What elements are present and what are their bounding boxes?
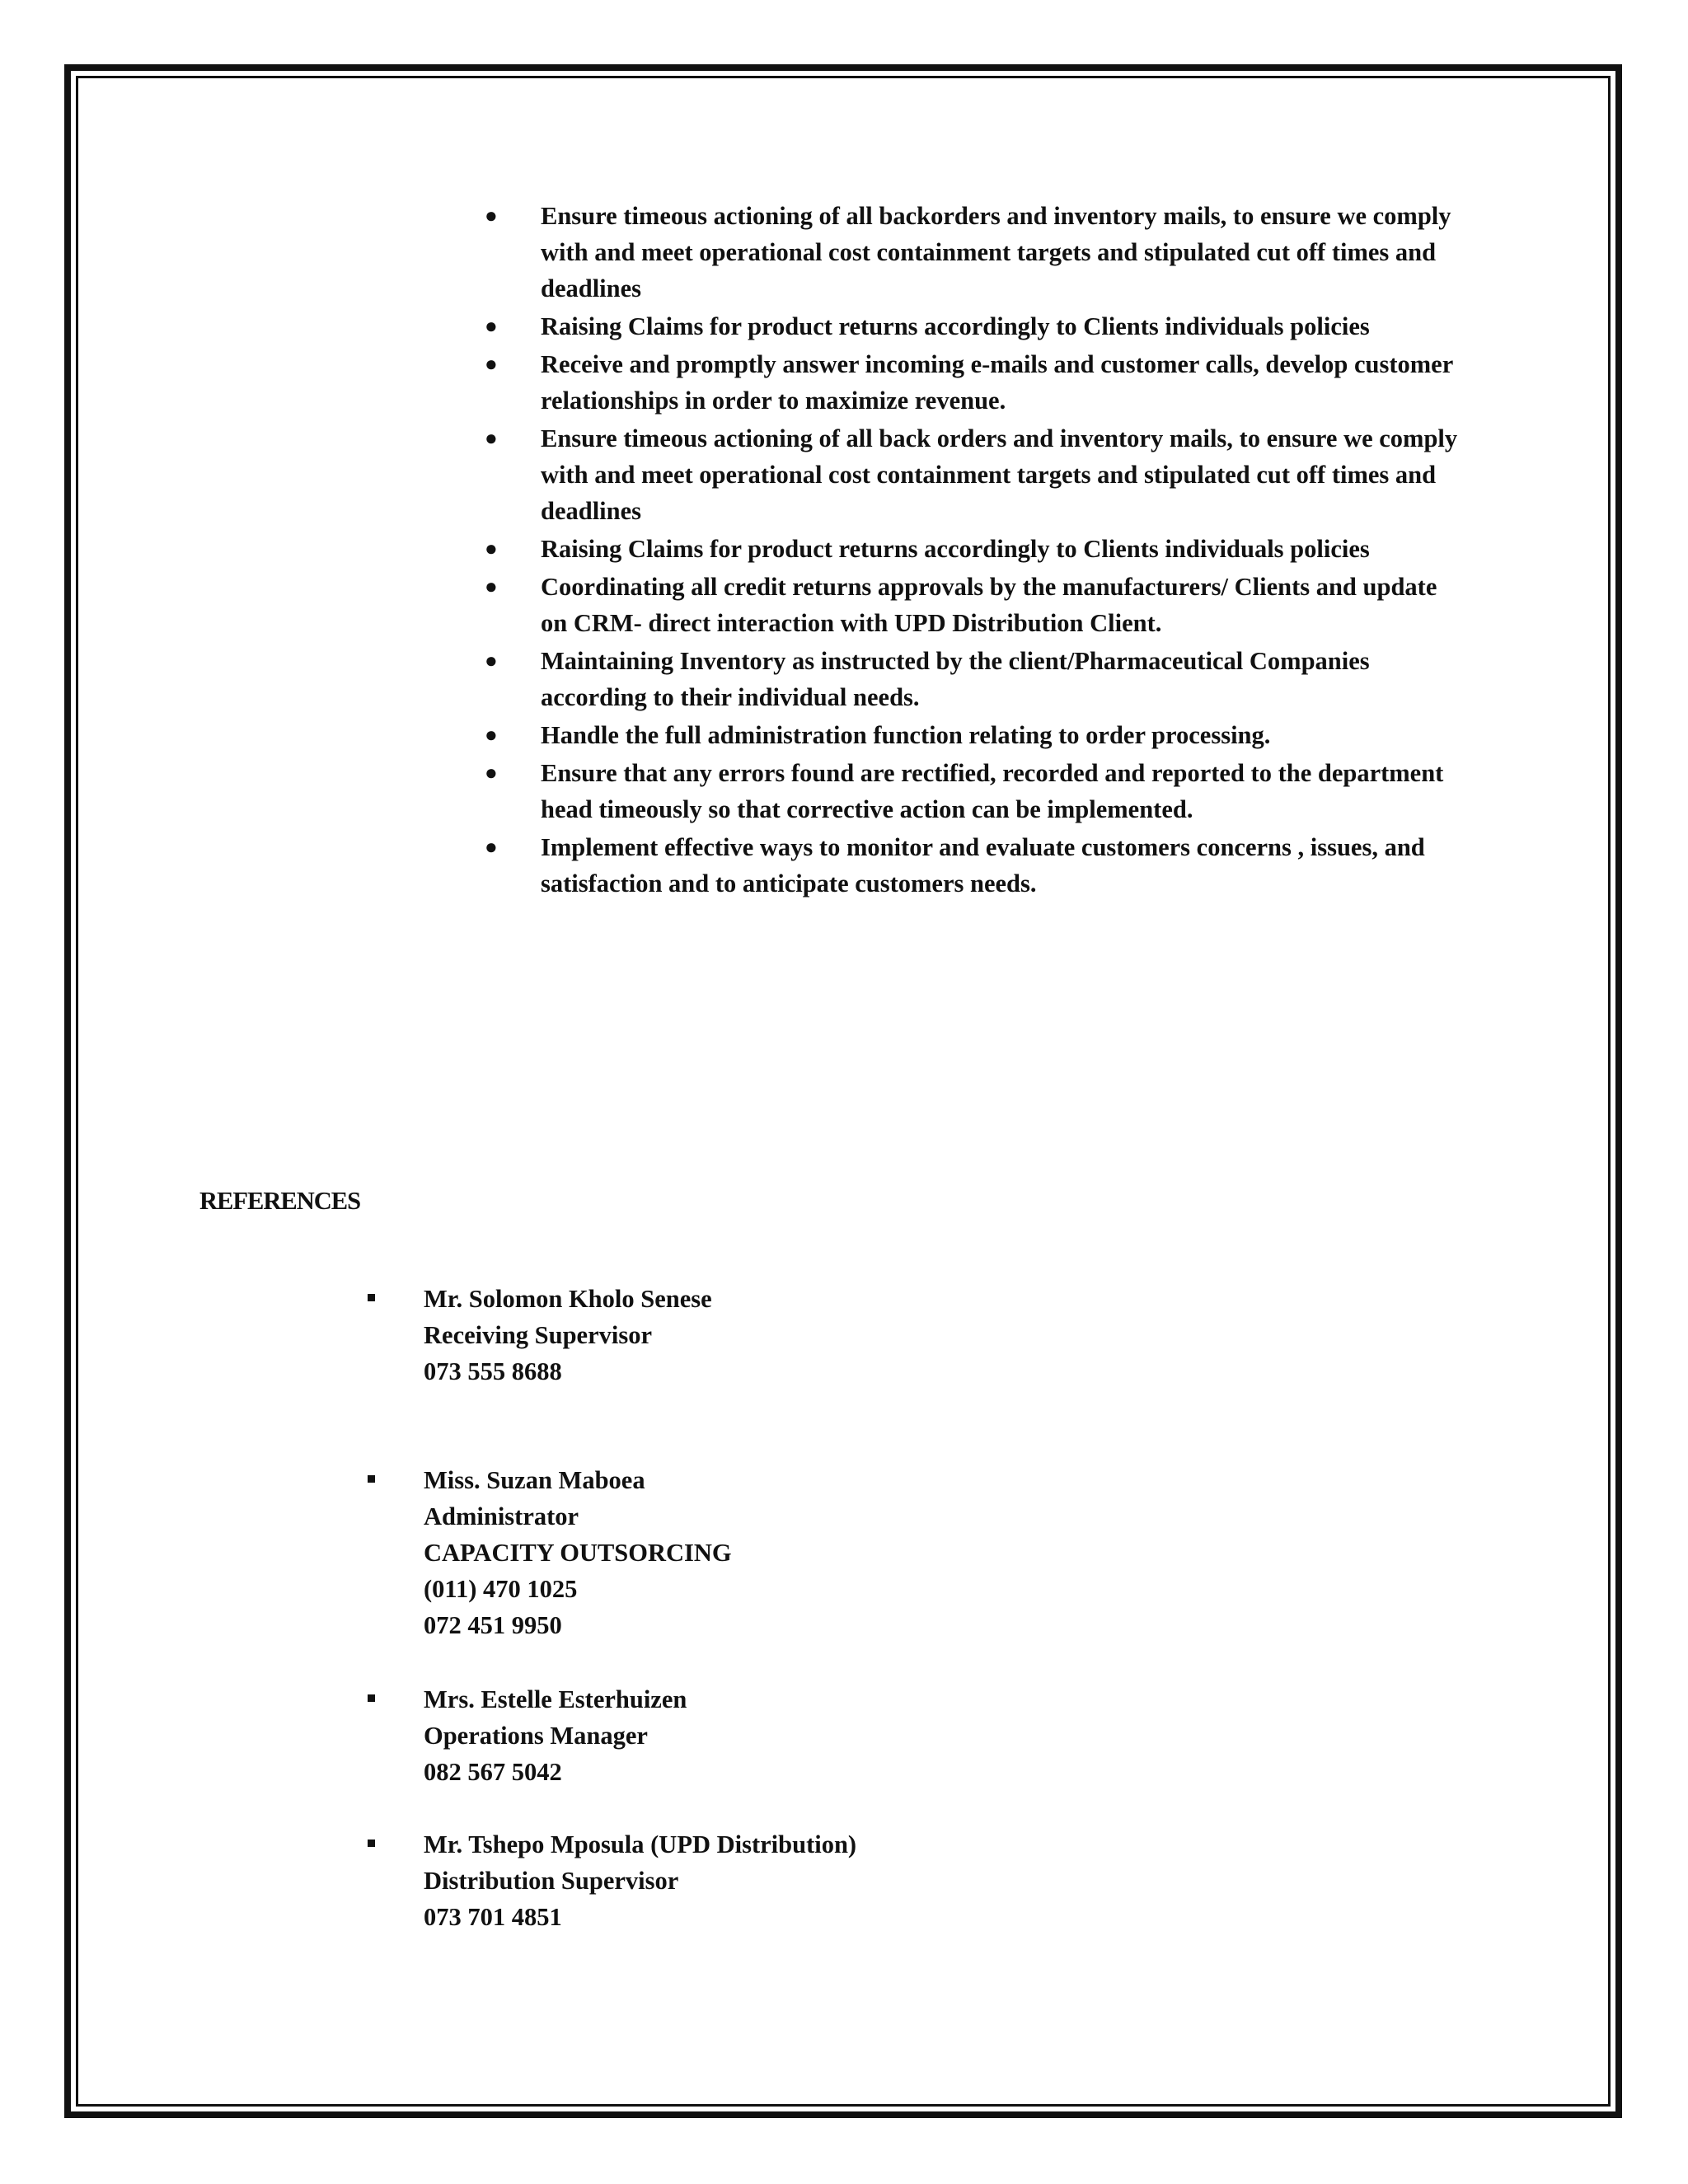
reference-name: Mrs. Estelle Esterhuizen <box>424 1685 687 1713</box>
duties-list <box>480 198 1469 903</box>
reference-phone: 073 555 8688 <box>424 1357 562 1385</box>
bullet-icon: ● <box>485 537 498 560</box>
reference-name: Mr. Tshepo Mposula (UPD Distribution) <box>424 1830 857 1858</box>
bullet-icon: ● <box>485 723 498 747</box>
list-item: ● Maintaining Inventory as instructed by the client/Pharmaceutical Companies according to their individual needs. <box>480 643 1469 715</box>
reference-title: Receiving Supervisor <box>424 1321 653 1349</box>
bullet-icon: ● <box>485 426 498 450</box>
bullet-icon: ● <box>485 314 498 338</box>
list-item: ● Raising Claims for product returns accordingly to Clients individuals policies <box>480 531 1469 567</box>
bullet-icon: ● <box>485 204 498 227</box>
bullet-icon: ● <box>485 352 498 376</box>
list-item: ● Coordinating all credit returns approvals by the manufacturers/ Clients and update on CRM- direct interaction with UPD Distribution Client. <box>480 569 1469 641</box>
reference-phone: 073 701 4851 <box>424 1903 562 1931</box>
square-bullet-icon <box>368 1294 375 1301</box>
square-bullet-icon <box>368 1694 375 1702</box>
bullet-icon: ● <box>485 574 498 598</box>
reference-company: CAPACITY OUTSORCING <box>424 1539 732 1567</box>
reference-phone: (011) 470 1025 <box>424 1575 578 1603</box>
list-item: ● Ensure that any errors found are rectified, recorded and reported to the department head timeously so that corrective action can be implemented. <box>480 755 1469 827</box>
list-item: ● Ensure timeous actioning of all back orders and inventory mails, to ensure we comply with and meet operational cost containment targets and stipulated cut off times and deadlines <box>480 420 1469 529</box>
list-item: ● Implement effective ways to monitor and evaluate customers concerns , issues, and satisfaction and to anticipate customers needs. <box>480 829 1469 902</box>
bullet-icon: ● <box>485 835 498 859</box>
bullet-icon: ● <box>485 649 498 673</box>
reference-phone: 072 451 9950 <box>424 1611 562 1639</box>
references-heading: REFERENCES <box>199 1187 361 1215</box>
reference-name: Mr. Solomon Kholo Senese <box>424 1285 712 1313</box>
square-bullet-icon <box>368 1840 375 1847</box>
square-bullet-icon <box>368 1475 375 1483</box>
list-item: ● Ensure timeous actioning of all backorders and inventory mails, to ensure we comply with and meet operational cost containment targets and stipulated cut off times and deadlines <box>480 198 1469 307</box>
reference-name: Miss. Suzan Maboea <box>424 1466 645 1494</box>
reference-title: Distribution Supervisor <box>424 1867 679 1895</box>
list-item: ● Raising Claims for product returns accordingly to Clients individuals policies <box>480 308 1469 344</box>
list-item: ● Handle the full administration function relating to order processing. <box>480 717 1469 753</box>
list-item: ● Receive and promptly answer incoming e-mails and customer calls, develop customer relationships in order to maximize revenue. <box>480 346 1469 419</box>
reference-phone: 082 567 5042 <box>424 1758 562 1786</box>
bullet-icon: ● <box>485 761 498 785</box>
reference-title: Administrator <box>424 1502 579 1530</box>
reference-title: Operations Manager <box>424 1722 648 1750</box>
